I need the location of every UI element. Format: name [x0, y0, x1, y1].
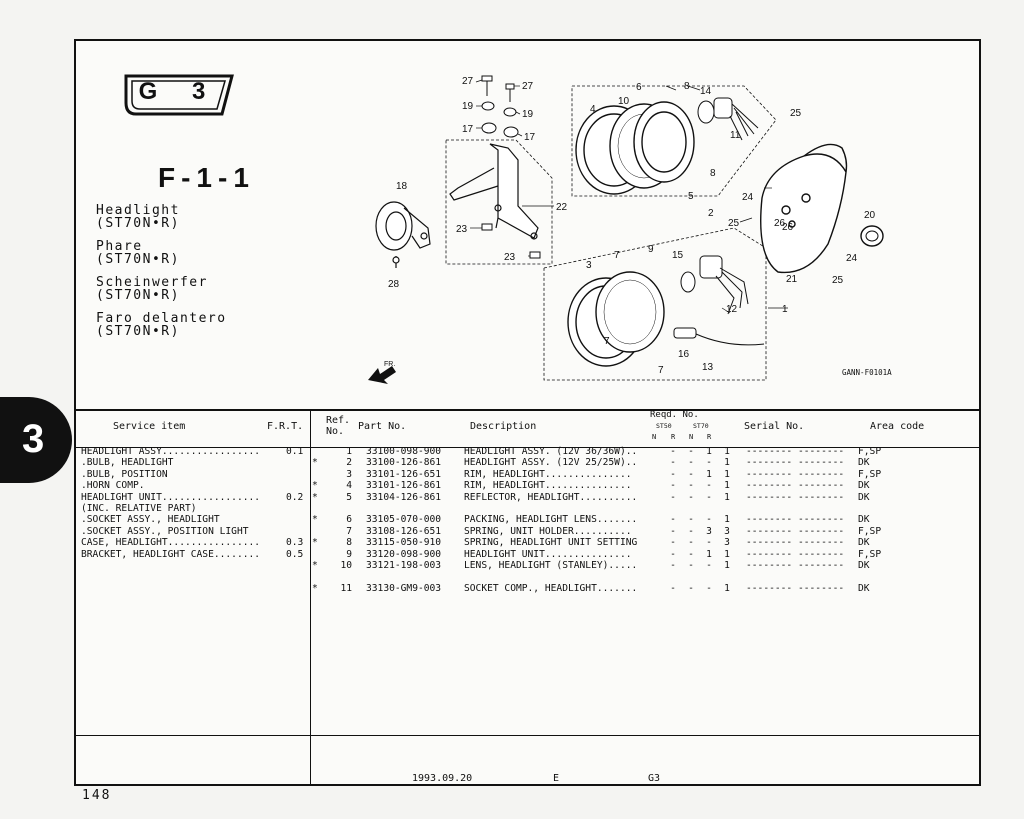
service-item-row [81, 503, 303, 514]
serial-range: -------- -------- [746, 480, 845, 492]
serial-range: -------- -------- [746, 537, 845, 549]
part-number: 33120-098-900 [366, 548, 442, 560]
serial-range: -------- -------- [746, 548, 845, 560]
required-qty: - [688, 491, 694, 503]
table-row [312, 480, 898, 491]
callout: 22 [556, 202, 568, 213]
ref-number: 3 [346, 468, 352, 480]
required-qty: - [688, 582, 694, 594]
area-code: DK [858, 537, 870, 549]
service-item-name: .SOCKET ASSY., HEADLIGHT [81, 514, 220, 526]
serial-range: -------- -------- [746, 582, 845, 594]
header-reqd-sub: R [671, 433, 676, 441]
callout: 7 [614, 250, 620, 261]
area-code: F,SP [858, 525, 882, 537]
name-de: Scheinwerfer [96, 275, 208, 290]
callout: 14 [700, 86, 712, 97]
callout: 21 [786, 274, 798, 285]
table-row [312, 446, 898, 457]
callout: 1 [782, 304, 788, 315]
part-number: 33100-098-900 [366, 446, 442, 457]
required-qty: - [688, 559, 694, 571]
required-qty: 3 [724, 525, 730, 537]
callout: 27 [462, 76, 474, 87]
area-code: DK [858, 582, 870, 594]
callout: 24 [742, 192, 754, 203]
required-qty: - [670, 514, 676, 526]
service-item-name: HEADLIGHT ASSY................. [81, 446, 261, 457]
required-qty: 1 [724, 468, 730, 480]
part-number: 33108-126-651 [366, 525, 442, 537]
ref-number: 11 [340, 582, 352, 594]
required-qty: - [670, 457, 676, 469]
row-spacer [312, 503, 898, 514]
serial-range: -------- -------- [746, 559, 845, 571]
table-row [312, 537, 898, 548]
callout: 8 [684, 81, 690, 92]
callout: 7 [604, 336, 610, 347]
exploded-diagram [358, 68, 918, 388]
required-qty: - [688, 457, 694, 469]
callout: 19 [522, 109, 534, 120]
area-code: DK [858, 491, 870, 503]
part-number: 33101-126-651 [366, 468, 442, 480]
callout: 18 [396, 181, 408, 192]
header-reqd-sub: N [652, 433, 657, 441]
group-badge-label: G 3 [138, 78, 220, 105]
required-qty: 1 [724, 491, 730, 503]
new-part-mark: * [312, 457, 318, 469]
callout: 13 [702, 362, 714, 373]
model-fr: (ST70N•R) [96, 252, 180, 267]
name-en: Headlight [96, 203, 180, 218]
required-qty: 1 [706, 446, 712, 457]
footer-edition: E [553, 773, 560, 784]
part-description: HEADLIGHT ASSY. (12V 25/25W).. [464, 457, 638, 469]
part-number: 33130-GM9-003 [366, 582, 442, 594]
callout: 19 [462, 101, 474, 112]
service-item-name: (INC. RELATIVE PART) [81, 502, 197, 514]
headlight-case-icon [761, 144, 847, 272]
service-item-frt: 0.2 [286, 491, 304, 503]
callout: 4 [590, 104, 596, 115]
service-item-frt: 0.3 [286, 537, 304, 549]
table-row [312, 514, 898, 525]
model-en: (ST70N•R) [96, 216, 180, 231]
table-row [312, 583, 898, 594]
callout: 15 [672, 250, 684, 261]
required-qty: - [670, 491, 676, 503]
new-part-mark: * [312, 582, 318, 594]
callout: 10 [618, 96, 630, 107]
required-qty: - [688, 525, 694, 537]
required-qty: - [670, 582, 676, 594]
callout: 5 [688, 191, 694, 202]
ref-number: 4 [346, 480, 352, 492]
callout: 25 [790, 108, 802, 119]
callout: 8 [710, 168, 716, 179]
part-number: 33115-050-910 [366, 537, 442, 549]
ref-number: 2 [346, 457, 352, 469]
header-service-item: Service item [113, 421, 186, 432]
name-fr: Phare [96, 239, 143, 254]
part-description: PACKING, HEADLIGHT LENS....... [464, 514, 638, 526]
area-code: DK [858, 480, 870, 492]
ref-number: 9 [346, 548, 352, 560]
callout: 26 [774, 218, 786, 229]
required-qty: - [688, 548, 694, 560]
part-number: 33104-126-861 [366, 491, 442, 503]
required-qty: - [670, 480, 676, 492]
figure-code: F-1-1 [158, 162, 255, 193]
required-qty: 1 [724, 582, 730, 594]
part-names [96, 204, 227, 338]
service-item-frt: 0.1 [286, 446, 304, 457]
required-qty: 1 [706, 468, 712, 480]
service-item-row [81, 492, 303, 503]
required-qty: - [688, 480, 694, 492]
table-row [312, 560, 898, 571]
page-number: 148 [82, 788, 112, 803]
required-qty: 1 [724, 514, 730, 526]
callout: 23 [456, 224, 468, 235]
service-item-row [81, 549, 303, 560]
new-part-mark: * [312, 559, 318, 571]
required-qty: - [706, 457, 712, 469]
ref-number: 8 [346, 537, 352, 549]
callout: 23 [504, 252, 516, 263]
service-item-row [81, 526, 303, 537]
part-description: SOCKET COMP., HEADLIGHT....... [464, 582, 638, 594]
new-part-mark: * [312, 537, 318, 549]
table-row [312, 492, 898, 503]
required-qty: - [688, 537, 694, 549]
service-item-name: .BULB, HEADLIGHT [81, 457, 174, 469]
required-qty: 3 [706, 525, 712, 537]
table-row [312, 457, 898, 468]
row-spacer [312, 571, 898, 582]
section-tab [0, 397, 72, 483]
front-arrow-icon [368, 361, 396, 384]
part-description: RIM, HEADLIGHT............... [464, 468, 632, 480]
part-description: HEADLIGHT ASSY. (12V 36/36W).. [464, 446, 638, 457]
section-tab-number: 3 [22, 417, 45, 461]
callout: 20 [864, 210, 876, 221]
callout: 25 [728, 218, 740, 229]
required-qty: - [670, 559, 676, 571]
required-qty: - [670, 446, 676, 457]
service-item-row [81, 469, 303, 480]
callout: 7 [658, 365, 664, 376]
required-qty: - [706, 480, 712, 492]
new-part-mark: * [312, 514, 318, 526]
required-qty: - [688, 468, 694, 480]
area-code: DK [858, 559, 870, 571]
ref-number: 1 [346, 446, 352, 457]
divider [310, 409, 311, 784]
service-item-row [81, 537, 303, 548]
new-part-mark: * [312, 491, 318, 503]
area-code: F,SP [858, 548, 882, 560]
callout: 28 [388, 279, 400, 290]
table-row [312, 526, 898, 537]
parts-list [312, 446, 898, 594]
callout: 26 [782, 222, 794, 233]
part-description: LENS, HEADLIGHT (STANLEY)..... [464, 559, 638, 571]
header-area-code: Area code [870, 421, 925, 432]
part-description: HEADLIGHT UNIT............... [464, 548, 632, 560]
diagram-code: GANN-F0101A [842, 368, 892, 377]
required-qty: - [670, 537, 676, 549]
service-item-name: HEADLIGHT UNIT................. [81, 491, 261, 503]
table-row [312, 469, 898, 480]
required-qty: - [706, 514, 712, 526]
part-number: 33101-126-861 [366, 480, 442, 492]
area-code: DK [858, 514, 870, 526]
service-item-name: CASE, HEADLIGHT................ [81, 537, 261, 549]
header-frt: F.R.T. [267, 421, 304, 432]
callout: 17 [462, 124, 474, 135]
area-code: DK [858, 457, 870, 469]
horn-icon [376, 202, 430, 268]
required-qty: 3 [724, 537, 730, 549]
required-qty: - [706, 559, 712, 571]
service-item-frt: 0.5 [286, 548, 304, 560]
part-number: 33105-070-000 [366, 514, 442, 526]
area-code: F,SP [858, 468, 882, 480]
part-number: 33121-198-003 [366, 559, 442, 571]
service-item-row [81, 514, 303, 525]
header-reqd-st50: ST50 [656, 422, 672, 430]
footer-code: G3 [648, 773, 661, 784]
serial-range: -------- -------- [746, 468, 845, 480]
required-qty: 1 [724, 559, 730, 571]
ref-number: 10 [340, 559, 352, 571]
callout: 16 [678, 349, 690, 360]
service-item-name: BRACKET, HEADLIGHT CASE........ [81, 548, 261, 560]
divider [76, 409, 979, 411]
header-reqd-sub: N [689, 433, 694, 441]
callout: 27 [522, 81, 534, 92]
header-ref-no: Ref. No. [326, 415, 351, 437]
part-description: RIM, HEADLIGHT............... [464, 480, 632, 492]
serial-range: -------- -------- [746, 446, 845, 457]
required-qty: 1 [724, 446, 730, 457]
header-reqd-sub: R [707, 433, 712, 441]
required-qty: 1 [724, 480, 730, 492]
service-item-row [81, 480, 303, 491]
divider [76, 735, 979, 736]
callout: 24 [846, 253, 858, 264]
part-description: REFLECTOR, HEADLIGHT.......... [464, 491, 638, 503]
part-description: SPRING, UNIT HOLDER.......... [464, 525, 632, 537]
serial-range: -------- -------- [746, 525, 845, 537]
service-item-row [81, 457, 303, 468]
footer-date: 1993.09.20 [412, 773, 473, 784]
header-part-no: Part No. [358, 421, 407, 432]
group-badge [122, 73, 236, 117]
service-item-row [81, 446, 303, 457]
callout: 2 [708, 208, 714, 219]
service-item-name: .HORN COMP. [81, 480, 145, 492]
part-description: SPRING, HEADLIGHT UNIT SETTING [464, 537, 638, 549]
required-qty: - [706, 537, 712, 549]
required-qty: - [670, 468, 676, 480]
callout: 9 [648, 244, 654, 255]
header-reqd-st70: ST70 [693, 422, 709, 430]
callout: 12 [726, 304, 738, 315]
required-qty: 1 [724, 457, 730, 469]
table-row [312, 549, 898, 560]
service-item-name: .SOCKET ASSY., POSITION LIGHT [81, 525, 249, 537]
service-item-name: .BULB, POSITION [81, 468, 168, 480]
model-es: (ST70N•R) [96, 324, 180, 339]
new-part-mark: * [312, 480, 318, 492]
callout: 17 [524, 132, 536, 143]
callout: 11 [730, 130, 741, 141]
required-qty: 1 [724, 548, 730, 560]
required-qty: - [688, 514, 694, 526]
name-es: Faro delantero [96, 311, 227, 326]
model-de: (ST70N•R) [96, 288, 180, 303]
header-reqd-no: Reqd. No. [650, 410, 699, 420]
required-qty: - [670, 525, 676, 537]
ref-number: 6 [346, 514, 352, 526]
ref-number: 5 [346, 491, 352, 503]
callout: 6 [636, 82, 642, 93]
header-serial-no: Serial No. [744, 421, 805, 432]
callout: 3 [586, 260, 592, 271]
serial-range: -------- -------- [746, 491, 845, 503]
serial-range: -------- -------- [746, 514, 845, 526]
required-qty: - [706, 582, 712, 594]
required-qty: 1 [706, 548, 712, 560]
svg-text:FR.: FR. [384, 361, 396, 368]
ref-number: 7 [346, 525, 352, 537]
bolt-icon [482, 76, 518, 137]
part-number: 33100-126-861 [366, 457, 442, 469]
serial-range: -------- -------- [746, 457, 845, 469]
required-qty: - [706, 491, 712, 503]
required-qty: - [688, 446, 694, 457]
callout: 25 [832, 275, 844, 286]
area-code: F,SP [858, 446, 882, 457]
required-qty: - [670, 548, 676, 560]
service-item-list [81, 446, 303, 560]
header-description: Description [470, 421, 537, 432]
